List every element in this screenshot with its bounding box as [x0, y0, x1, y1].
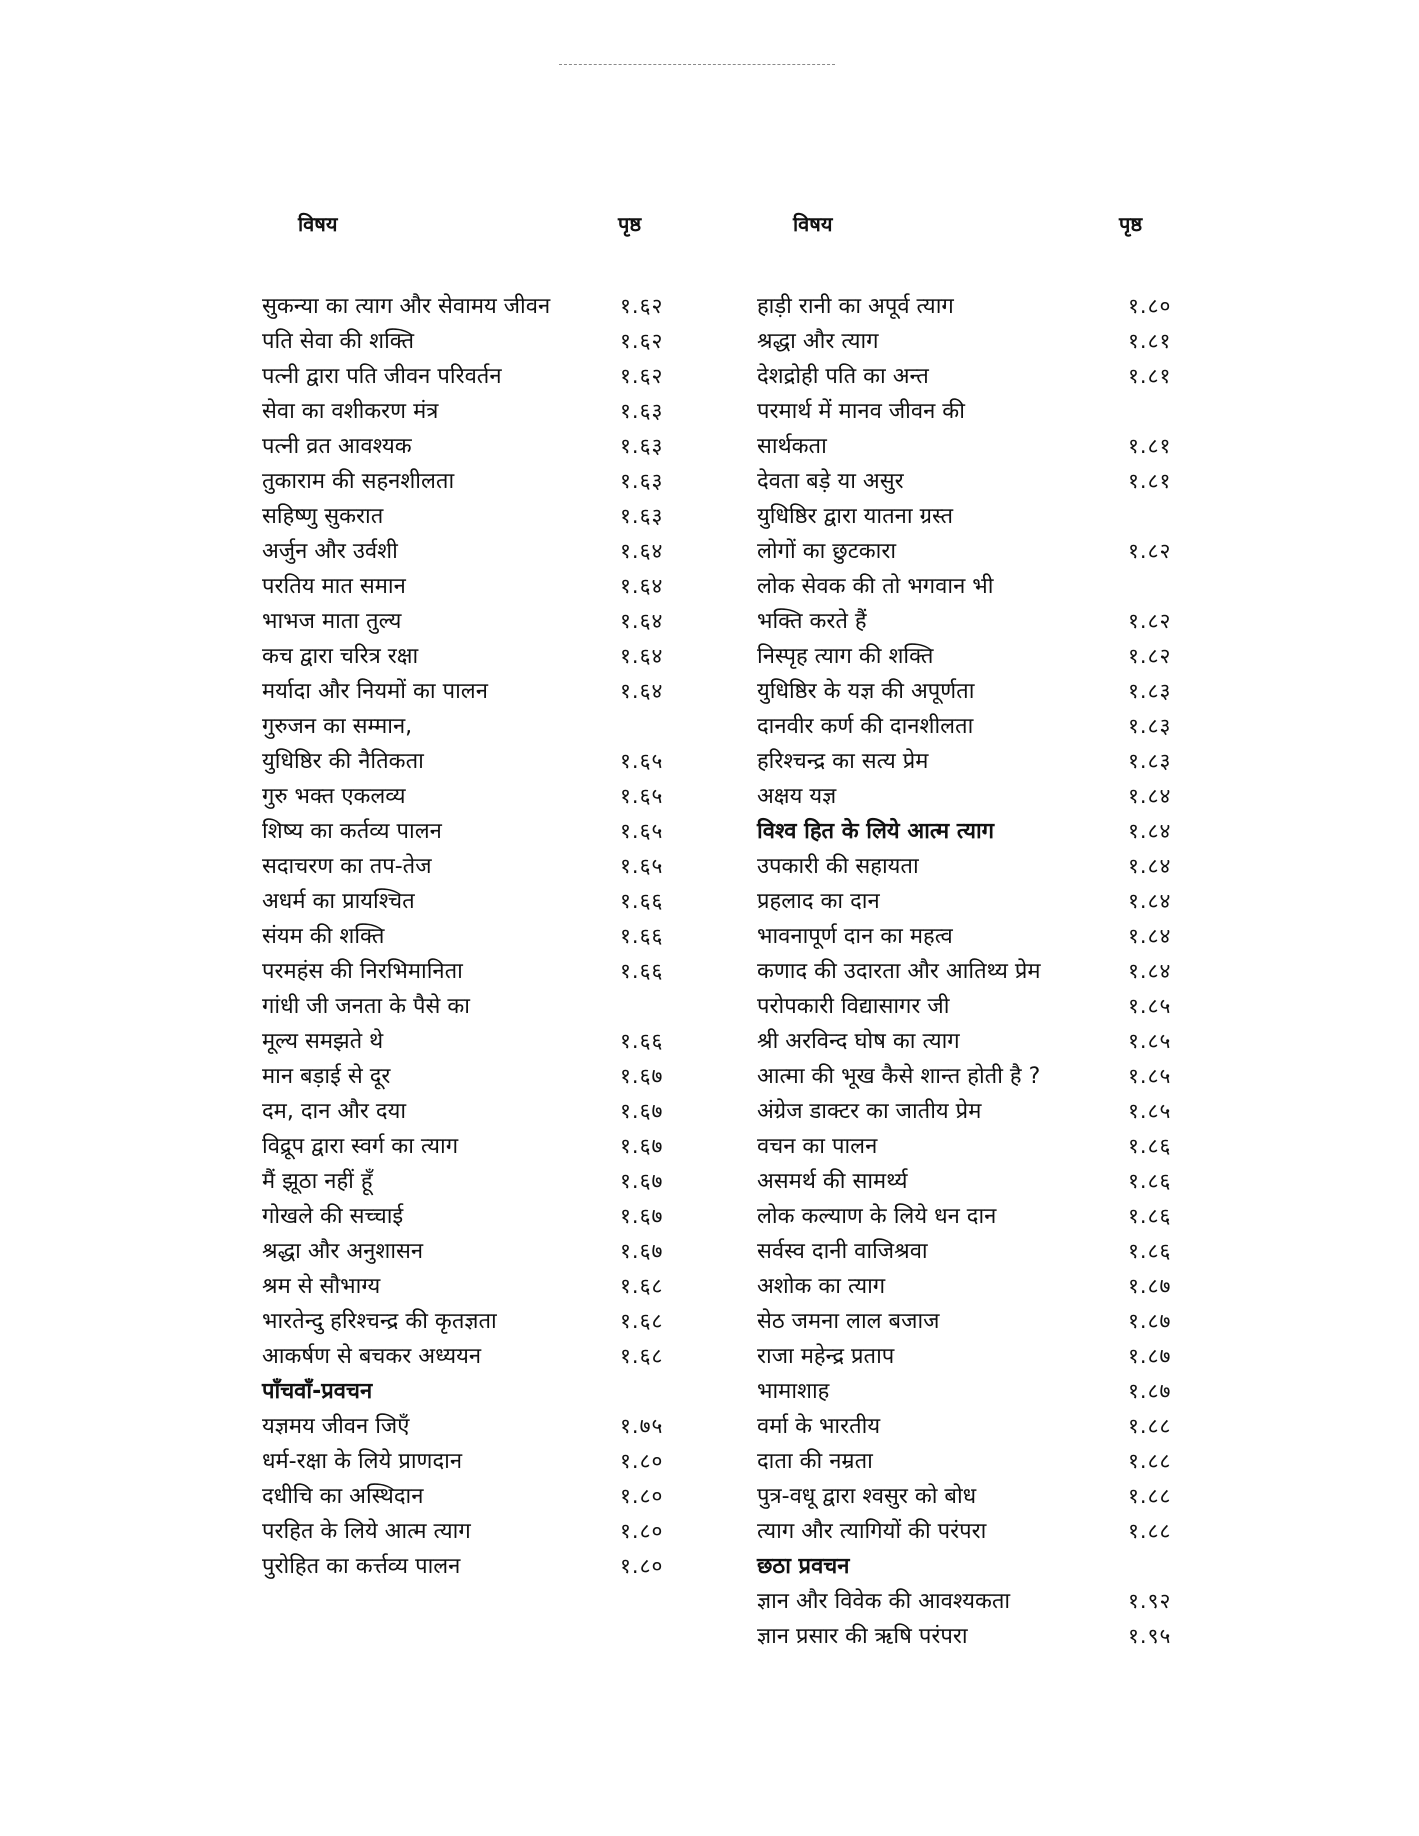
toc-entry [757, 1129, 1197, 1164]
entry-page-number: १.८५ [1128, 1029, 1172, 1053]
entry-title: भारतेन्दु हरिश्चन्द्र की कृतज्ञता [262, 1309, 497, 1334]
entry-page-number: १.६५ [620, 854, 664, 878]
entry-title: शिष्य का कर्तव्य पालन [262, 819, 442, 844]
entry-page-number: १.६७ [620, 1239, 664, 1263]
entry-page-number: १.८८ [1128, 1449, 1172, 1473]
entry-page-number: १.८४ [1128, 819, 1172, 843]
entry-page-number: १.६५ [620, 749, 664, 773]
entry-page-number: १.६४ [620, 574, 664, 598]
entry-page-number: १.६७ [620, 1169, 664, 1193]
toc-entry [262, 1479, 702, 1514]
entry-title: सेठ जमना लाल बजाज [757, 1309, 940, 1334]
entry-page-number: १.६३ [620, 469, 664, 493]
entry-title: सदाचरण का तप-तेज [262, 854, 432, 879]
entry-title: परहित के लिये आत्म त्याग [262, 1519, 471, 1544]
toc-entry [262, 849, 702, 884]
entry-page-number: १.८१ [1128, 469, 1172, 493]
toc-entry [757, 1164, 1197, 1199]
toc-column-left [262, 210, 702, 1584]
toc-entry [757, 1234, 1197, 1269]
entry-page-number: १.६४ [620, 539, 664, 563]
toc-entry [757, 289, 1197, 324]
entry-title: धर्म-रक्षा के लिये प्राणदान [262, 1449, 463, 1474]
toc-entry [757, 1374, 1197, 1409]
entry-page-number: १.६४ [620, 609, 664, 633]
entry-page-number: १.६८ [620, 1344, 664, 1368]
entry-page-number: १.६२ [620, 329, 664, 353]
entry-title: अधर्म का प्रायश्चित [262, 889, 415, 914]
entry-page-number: १.६३ [620, 399, 664, 423]
toc-column-right [757, 210, 1197, 1654]
entry-page-number: १.६५ [620, 819, 664, 843]
toc-entry [262, 1234, 702, 1269]
toc-entry [262, 814, 702, 849]
entry-title: राजा महेन्द्र प्रताप [757, 1344, 895, 1369]
toc-entry [757, 464, 1197, 499]
entry-page-number: १.८३ [1128, 714, 1172, 738]
entry-title: श्रम से सौभाग्य [262, 1274, 381, 1299]
entry-title: परतिय मात समान [262, 574, 406, 599]
toc-entry [757, 1514, 1197, 1549]
toc-entry [262, 1304, 702, 1339]
entry-page-number: १.८० [620, 1484, 664, 1508]
entry-title: ज्ञान और विवेक की आवश्यकता [757, 1589, 1011, 1614]
entry-page-number: १.६६ [620, 959, 664, 983]
toc-entry [262, 359, 702, 394]
entry-title: युधिष्ठिर की नैतिकता [262, 749, 424, 774]
toc-entry [757, 1094, 1197, 1129]
toc-entry [262, 604, 702, 639]
entry-title: भावनापूर्ण दान का महत्व [757, 924, 953, 949]
entry-title: गांधी जी जनता के पैसे का [262, 994, 470, 1019]
entry-title: सर्वस्व दानी वाजिश्रवा [757, 1239, 928, 1264]
toc-entry [757, 744, 1197, 779]
toc-entry [757, 779, 1197, 814]
toc-entry [757, 884, 1197, 919]
toc-entries [262, 289, 702, 1584]
toc-entry [262, 744, 702, 779]
entry-page-number: १.८० [620, 1519, 664, 1543]
entry-page-number: १.६२ [620, 364, 664, 388]
entry-page-number: १.८० [620, 1449, 664, 1473]
entry-title: कणाद की उदारता और आतिथ्य प्रेम [757, 959, 1041, 984]
toc-entry [262, 674, 702, 709]
entry-title: उपकारी की सहायता [757, 854, 919, 879]
toc-entry [262, 1059, 702, 1094]
toc-entry [262, 324, 702, 359]
toc-entry [262, 1024, 702, 1059]
section-title: छठा प्रवचन [757, 1554, 850, 1579]
toc-entry [757, 499, 1197, 534]
toc-section-heading [262, 1374, 702, 1409]
entry-title: आकर्षण से बचकर अध्ययन [262, 1344, 482, 1369]
entry-title: देशद्रोही पति का अन्त [757, 364, 929, 389]
entry-title: मूल्य समझते थे [262, 1029, 384, 1054]
entry-page-number: १.८८ [1128, 1414, 1172, 1438]
toc-entry [262, 569, 702, 604]
toc-entry [757, 1059, 1197, 1094]
entry-title: अंग्रेज डाक्टर का जातीय प्रेम [757, 1099, 982, 1124]
entry-page-number: १.६२ [620, 294, 664, 318]
toc-entries [757, 289, 1197, 1654]
entry-title: वर्मा के भारतीय [757, 1414, 881, 1439]
entry-title: दानवीर कर्ण की दानशीलता [757, 714, 974, 739]
entry-page-number: १.८७ [1128, 1379, 1172, 1403]
scan-artifact-rule [559, 64, 835, 65]
entry-page-number: १.८० [620, 1554, 664, 1578]
entry-page-number: १.६७ [620, 1134, 664, 1158]
toc-entry [262, 1164, 702, 1199]
entry-title: दम, दान और दया [262, 1099, 407, 1124]
entry-title: पत्नी व्रत आवश्यक [262, 434, 412, 459]
toc-entry [757, 534, 1197, 569]
entry-page-number: १.८५ [1128, 994, 1172, 1018]
toc-entry [262, 989, 702, 1024]
entry-title: लोक सेवक की तो भगवान भी [757, 574, 994, 599]
entry-title: ज्ञान प्रसार की ऋषि परंपरा [757, 1624, 968, 1649]
toc-entry [262, 1409, 702, 1444]
entry-title: विश्व हित के लिये आत्म त्याग [757, 819, 995, 844]
toc-section-heading [757, 1549, 1197, 1584]
toc-entry [757, 639, 1197, 674]
entry-title: अशोक का त्याग [757, 1274, 886, 1299]
entry-title: श्रद्धा और अनुशासन [262, 1239, 424, 1264]
entry-title: युधिष्ठिर द्वारा यातना ग्रस्त [757, 504, 954, 529]
entry-title: श्रद्धा और त्याग [757, 329, 879, 354]
toc-entry [757, 324, 1197, 359]
toc-entry [757, 1409, 1197, 1444]
toc-entry [262, 464, 702, 499]
entry-page-number: १.८७ [1128, 1309, 1172, 1333]
entry-page-number: १.८० [1128, 294, 1172, 318]
entry-page-number: १.८७ [1128, 1344, 1172, 1368]
entry-page-number: १.८४ [1128, 924, 1172, 948]
entry-title: आत्मा की भूख कैसे शान्त होती है ? [757, 1064, 1041, 1089]
entry-page-number: १.६७ [620, 1099, 664, 1123]
entry-page-number: १.६७ [620, 1064, 664, 1088]
entry-page-number: १.६४ [620, 644, 664, 668]
entry-page-number: १.९५ [1128, 1624, 1172, 1648]
entry-title: मर्यादा और नियमों का पालन [262, 679, 488, 704]
toc-header [262, 210, 702, 246]
entry-title: परमहंस की निरभिमानिता [262, 959, 463, 984]
entry-page-number: १.८६ [1128, 1134, 1172, 1158]
entry-page-number: १.८५ [1128, 1064, 1172, 1088]
toc-entry [757, 1024, 1197, 1059]
entry-page-number: १.८४ [1128, 784, 1172, 808]
entry-page-number: १.६३ [620, 504, 664, 528]
entry-title: भक्ति करते हैं [757, 609, 867, 634]
entry-title: मैं झूठा नहीं हूँ [262, 1169, 373, 1194]
toc-entry [757, 359, 1197, 394]
entry-page-number: १.८८ [1128, 1484, 1172, 1508]
entry-page-number: १.८१ [1128, 364, 1172, 388]
entry-page-number: १.८१ [1128, 329, 1172, 353]
entry-title: अर्जुन और उर्वशी [262, 539, 398, 564]
entry-title: वचन का पालन [757, 1134, 878, 1159]
toc-entry [757, 989, 1197, 1024]
toc-entry [262, 1129, 702, 1164]
toc-entry [757, 604, 1197, 639]
entry-title: कच द्वारा चरित्र रक्षा [262, 644, 419, 669]
toc-entry [262, 1199, 702, 1234]
toc-entry [262, 1094, 702, 1129]
entry-title: श्री अरविन्द घोष का त्याग [757, 1029, 960, 1054]
entry-page-number: १.८२ [1128, 539, 1172, 563]
entry-title: सुकन्या का त्याग और सेवामय जीवन [262, 294, 551, 319]
toc-entry [757, 429, 1197, 464]
entry-page-number: १.६५ [620, 784, 664, 808]
toc-entry [757, 1479, 1197, 1514]
entry-page-number: १.८८ [1128, 1519, 1172, 1543]
entry-title: परमार्थ में मानव जीवन की [757, 399, 965, 424]
entry-title: विद्रूप द्वारा स्वर्ग का त्याग [262, 1134, 459, 1159]
entry-title: गोखले की सच्चाई [262, 1204, 404, 1229]
entry-title: लोक कल्याण के लिये धन दान [757, 1204, 997, 1229]
entry-title: तुकाराम की सहनशीलता [262, 469, 455, 494]
toc-entry [262, 534, 702, 569]
toc-entry [262, 1549, 702, 1584]
entry-page-number: १.८२ [1128, 609, 1172, 633]
toc-entry [757, 569, 1197, 604]
entry-page-number: १.८३ [1128, 679, 1172, 703]
toc-entry [757, 709, 1197, 744]
entry-title: मान बड़ाई से दूर [262, 1064, 391, 1089]
entry-page-number: १.८७ [1128, 1274, 1172, 1298]
toc-entry [262, 1269, 702, 1304]
toc-entry [757, 1339, 1197, 1374]
entry-page-number: १.६८ [620, 1309, 664, 1333]
entry-title: युधिष्ठिर के यज्ञ की अपूर्णता [757, 679, 975, 704]
toc-entry [757, 1304, 1197, 1339]
toc-entry [262, 779, 702, 814]
entry-page-number: १.६८ [620, 1274, 664, 1298]
entry-title: गुरुजन का सम्मान, [262, 714, 413, 739]
toc-entry [262, 1444, 702, 1479]
entry-page-number: १.८६ [1128, 1239, 1172, 1263]
entry-title: सेवा का वशीकरण मंत्र [262, 399, 439, 424]
entry-title: गुरु भक्त एकलव्य [262, 784, 406, 809]
entry-page-number: १.९२ [1128, 1589, 1172, 1613]
entry-title: असमर्थ की सामर्थ्य [757, 1169, 908, 1194]
toc-entry [262, 709, 702, 744]
toc-entry [757, 394, 1197, 429]
entry-title: प्रहलाद का दान [757, 889, 880, 914]
entry-page-number: १.८४ [1128, 959, 1172, 983]
entry-title: पत्नी द्वारा पति जीवन परिवर्तन [262, 364, 502, 389]
toc-entry [757, 1199, 1197, 1234]
page-heading: पृष्ठ [1119, 212, 1143, 236]
entry-title: पति सेवा की शक्ति [262, 329, 415, 354]
toc-entry [757, 814, 1197, 849]
entry-page-number: १.८६ [1128, 1204, 1172, 1228]
toc-entry [262, 954, 702, 989]
toc-entry [757, 919, 1197, 954]
entry-title: दधीचि का अस्थिदान [262, 1484, 424, 1509]
entry-title: देवता बड़े या असुर [757, 469, 904, 494]
entry-title: हरिश्चन्द्र का सत्य प्रेम [757, 749, 929, 774]
entry-page-number: १.८३ [1128, 749, 1172, 773]
entry-title: सार्थकता [757, 434, 827, 459]
entry-title: भाभज माता तुल्य [262, 609, 402, 634]
entry-title: संयम की शक्ति [262, 924, 385, 949]
entry-title: निस्पृह त्याग की शक्ति [757, 644, 934, 669]
toc-entry [757, 1269, 1197, 1304]
entry-title: सहिष्णु सुकरात [262, 504, 384, 529]
entry-page-number: १.८२ [1128, 644, 1172, 668]
entry-page-number: १.६४ [620, 679, 664, 703]
toc-entry [262, 884, 702, 919]
toc-entry [757, 954, 1197, 989]
toc-entry [262, 499, 702, 534]
entry-page-number: १.८४ [1128, 889, 1172, 913]
toc-entry [757, 1619, 1197, 1654]
entry-title: पुरोहित का कर्त्तव्य पालन [262, 1554, 461, 1579]
entry-page-number: १.८५ [1128, 1099, 1172, 1123]
entry-page-number: १.८१ [1128, 434, 1172, 458]
entry-title: त्याग और त्यागियों की परंपरा [757, 1519, 987, 1544]
toc-entry [262, 1339, 702, 1374]
toc-entry [757, 1444, 1197, 1479]
toc-entry [757, 849, 1197, 884]
subject-heading: विषय [793, 212, 833, 236]
entry-title: लोगों का छुटकारा [757, 539, 897, 564]
toc-entry [262, 289, 702, 324]
entry-title: यज्ञमय जीवन जिएँ [262, 1414, 410, 1439]
entry-title: भामाशाह [757, 1379, 830, 1404]
entry-title: दाता की नम्रता [757, 1449, 873, 1474]
entry-page-number: १.६६ [620, 924, 664, 948]
entry-page-number: १.६६ [620, 889, 664, 913]
entry-page-number: १.७५ [620, 1414, 664, 1438]
entry-title: अक्षय यज्ञ [757, 784, 837, 809]
toc-entry [262, 639, 702, 674]
toc-entry [262, 1514, 702, 1549]
page-heading: पृष्ठ [618, 212, 642, 236]
entry-title: हाड़ी रानी का अपूर्व त्याग [757, 294, 954, 319]
entry-page-number: १.८४ [1128, 854, 1172, 878]
entry-page-number: १.६६ [620, 1029, 664, 1053]
entry-page-number: १.६३ [620, 434, 664, 458]
toc-entry [757, 1584, 1197, 1619]
toc-entry [262, 394, 702, 429]
entry-page-number: १.६७ [620, 1204, 664, 1228]
toc-entry [262, 919, 702, 954]
entry-title: पुत्र-वधू द्वारा श्वसुर को बोध [757, 1484, 977, 1509]
entry-page-number: १.८६ [1128, 1169, 1172, 1193]
section-title: पाँचवाँ-प्रवचन [262, 1379, 373, 1404]
toc-entry [757, 674, 1197, 709]
subject-heading: विषय [298, 212, 338, 236]
toc-header [757, 210, 1197, 246]
entry-title: परोपकारी विद्यासागर जी [757, 994, 950, 1019]
toc-entry [262, 429, 702, 464]
